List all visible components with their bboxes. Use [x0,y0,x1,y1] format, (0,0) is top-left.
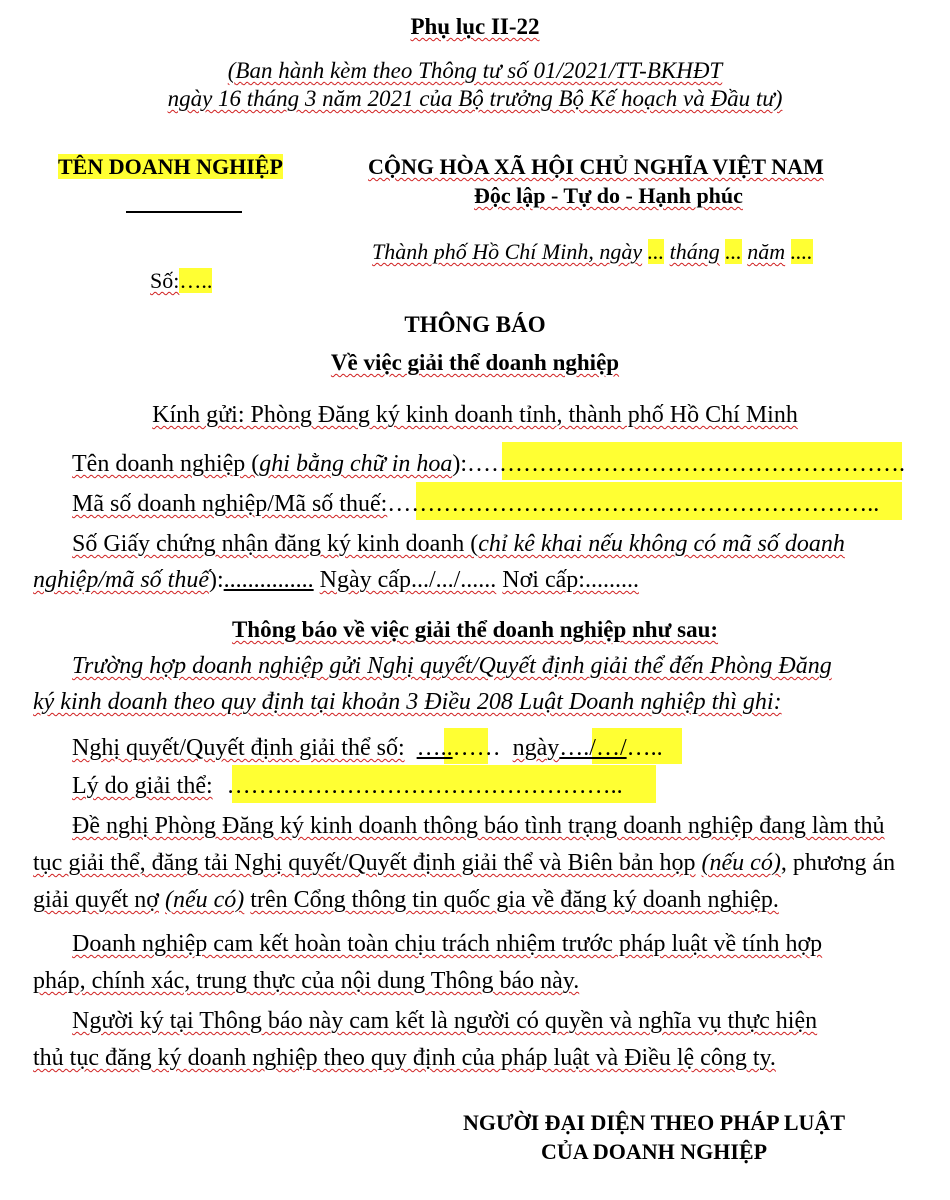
paragraph-3-line1: Người ký tại Thông báo này cam kết là người có quyền và nghĩa vụ thực hiện [72,1008,818,1034]
date-line: Thành phố Hồ Chí Minh, ngày ... tháng ... năm .... [372,239,813,264]
reason-value[interactable]: ………………………………………….. [226,773,623,799]
date-day[interactable]: ... [647,239,665,264]
paragraph-2-line2: pháp, chính xác, trung thực của nội dung Thông báo này. [33,968,580,994]
company-name-value[interactable]: ………………………………………………. [467,451,906,477]
cert-number-value[interactable]: ............... [223,567,314,593]
date-year[interactable]: .... [790,239,813,264]
issue-date[interactable]: Ngày cấp.../.../...... [319,567,497,593]
recipient-line: Kính gửi: Phòng Đăng ký kinh doanh tỉnh, thành phố Hồ Chí Minh [152,402,798,428]
section-note-line2: ký kinh doanh theo quy định tại khoản 3 Điều 208 Luật Doanh nghiệp thì ghi: [33,689,782,715]
reason-field: Lý do giải thể: ………………………………………….. [72,773,623,799]
company-name-field: Tên doanh nghiệp (ghi bằng chữ in hoa):………………………………………………. [72,451,906,477]
date-month[interactable]: ... [725,239,742,264]
section-heading: Thông báo về việc giải thể doanh nghiệp như sau: [231,617,719,642]
tax-code-field: Mã số doanh nghiệp/Mã số thuế:…………………………………………………….. [72,491,880,517]
paragraph-1-line3: giải quyết nợ (nếu có) trên Cổng thông tin quốc gia về đăng ký doanh nghiệp. [33,887,779,913]
signature-title-line2: CỦA DOANH NGHIỆP [540,1139,768,1164]
document-number-value[interactable]: ….. [179,268,213,293]
paragraph-1-line2: tục giải thể, đăng tải Nghị quyết/Quyết định giải thể và Biên bản họp (nếu có), phương án [33,850,896,876]
signature-title-line1: NGƯỜI ĐẠI DIỆN THEO PHÁP LUẬT [463,1110,845,1135]
paragraph-3-line2: thủ tục đăng ký doanh nghiệp theo quy định của pháp luật và Điều lệ công ty. [33,1045,776,1071]
cert-field-line1: Số Giấy chứng nhận đăng ký kinh doanh (chỉ kê khai nếu không có mã số doanh [72,531,845,557]
nation-motto: Độc lập - Tự do - Hạnh phúc [474,183,743,208]
document-number: Số:….. [150,268,213,293]
resolution-date[interactable]: …./…/ [559,735,627,761]
resolution-number[interactable]: ….. [416,735,453,761]
resolution-field: Nghị quyết/Quyết định giải thể số: …..…… ngày…./…/….. [72,735,663,761]
section-note-line1: Trường hợp doanh nghiệp gửi Nghị quyết/Quyết định giải thể đến Phòng Đăng [72,653,832,679]
cert-field-line2: nghiệp/mã số thuế):............... Ngày cấp.../.../...... Nơi cấp:......... [33,567,639,593]
nation-title: CỘNG HÒA XÃ HỘI CHỦ NGHĨA VIỆT NAM [368,154,824,179]
issued-note-line2: ngày 16 tháng 3 năm 2021 của Bộ trưởng Bộ Kế hoạch và Đầu tư) [167,86,783,111]
paragraph-2-line1: Doanh nghiệp cam kết hoàn toàn chịu trách nhiệm trước pháp luật về tính hợp [72,931,823,957]
appendix-title: Phụ lục II-22 [410,14,540,39]
company-name-placeholder[interactable]: TÊN DOANH NGHIỆP [58,154,283,179]
issued-note-line1: (Ban hành kèm theo Thông tư số 01/2021/TT-BKHĐT [227,58,723,83]
issue-place[interactable]: Nơi cấp:......... [502,567,639,593]
company-divider [126,211,242,213]
notice-title: THÔNG BÁO [404,312,546,337]
tax-code-value[interactable]: …………………………………………………….. [387,491,880,517]
notice-subtitle: Về việc giải thể doanh nghiệp [330,350,620,375]
paragraph-1-line1: Đề nghị Phòng Đăng ký kinh doanh thông báo tình trạng doanh nghiệp đang làm thủ [72,813,885,839]
